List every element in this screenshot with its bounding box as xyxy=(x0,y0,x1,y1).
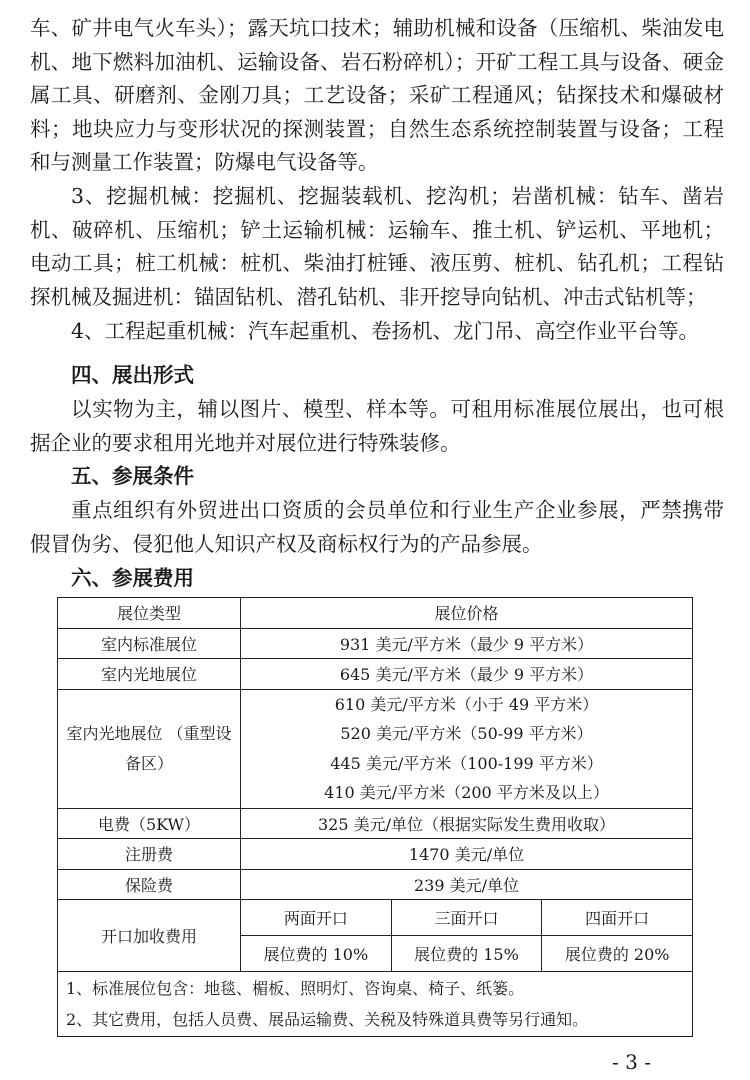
heading-participation-fees: 六、参展费用 xyxy=(71,566,194,590)
table-row xyxy=(58,689,693,808)
paragraph-excavation-machinery: 3、挖掘机械：挖掘机、挖掘装载机、挖沟机；岩凿机械：钻车、凿岩机、破碎机、压缩机；铲土运输机械：运输车、推土机、铲运机、平地机；电动工具；桩工机械：桩机、柴油打桩锤、液压剪、桩机、钻孔机；工程钻探机械及掘进机：锚固钻机、潜孔钻机、非开挖导向钻机、冲击式钻机等； xyxy=(30,184,724,309)
table-notes-row xyxy=(58,972,693,1037)
table-notes xyxy=(58,972,693,1037)
table-header-type: 展位类型 xyxy=(58,598,241,629)
note-item: 1、标准展位包含：地毯、楣板、照明灯、咨询桌、椅子、纸篓。 xyxy=(66,979,525,998)
row-price: 325 美元/单位（根据实际发生费用收取） xyxy=(241,808,693,839)
price-tier: 410 美元/平方米（200 平方米及以上） xyxy=(324,783,609,802)
table-header-price: 展位价格 xyxy=(241,598,693,629)
price-tier: 520 美元/平方米（50-99 平方米） xyxy=(340,724,593,743)
opening-value: 展位费的 20% xyxy=(542,936,693,972)
row-type: 室内光地展位 （重型设备区） xyxy=(58,689,241,808)
table-row xyxy=(58,628,693,659)
opening-label: 三面开口 xyxy=(391,900,542,936)
fee-table xyxy=(57,597,693,1037)
row-type: 室内标准展位 xyxy=(58,628,241,659)
note-item: 2、其它费用，包括人员费、展品运输费、关税及特殊道具费等另行通知。 xyxy=(66,1010,589,1029)
opening-label: 四面开口 xyxy=(542,900,693,936)
row-price: 645 美元/平方米（最少 9 平方米） xyxy=(241,659,693,690)
opening-value: 展位费的 10% xyxy=(241,936,392,972)
row-type: 注册费 xyxy=(58,839,241,870)
row-type: 开口加收费用 xyxy=(58,900,241,972)
table-row xyxy=(58,869,693,900)
opening-label: 两面开口 xyxy=(241,900,392,936)
row-type: 保险费 xyxy=(58,869,241,900)
row-type: 电费（5KW） xyxy=(58,808,241,839)
row-price: 239 美元/单位 xyxy=(241,869,693,900)
price-tier: 445 美元/平方米（100-199 平方米） xyxy=(330,753,603,773)
paragraph-exhibition-form: 以实物为主，辅以图片、模型、样本等。可租用标准展位展出，也可根据企业的要求租用光地并对展位进行特殊装修。 xyxy=(30,397,724,455)
price-tier: 610 美元/平方米（小于 49 平方米） xyxy=(334,694,599,714)
paragraph-participation-conditions: 重点组织有外贸进出口资质的会员单位和行业生产企业参展，严禁携带假冒伪劣、侵犯他人知识产权及商标权行为的产品参展。 xyxy=(30,498,724,556)
table-row xyxy=(58,659,693,690)
table-row xyxy=(58,900,693,936)
paragraph-lifting-machinery: 4、工程起重机械：汽车起重机、卷扬机、龙门吊、高空作业平台等。 xyxy=(71,319,700,343)
row-type: 室内光地展位 xyxy=(58,659,241,690)
row-price: 931 美元/平方米（最少 9 平方米） xyxy=(241,628,693,659)
row-price: 1470 美元/单位 xyxy=(241,839,693,870)
table-header-row xyxy=(58,598,693,629)
paragraph-mining-equipment: 车、矿井电气火车头）；露天坑口技术；辅助机械和设备（压缩机、柴油发电机、地下燃料加油机、运输设备、岩石粉碎机）；开矿工程工具与设备、硬金属工具、研磨剂、金刚刀具；工艺设备；采矿工程通风；钻探技术和爆破材料；地块应力与变形状况的探测装置；自然生态系统控制装置与设备；工程和与测量工作装置；防爆电气设备等。 xyxy=(30,16,724,174)
table-row xyxy=(58,839,693,870)
page-number: - 3 - xyxy=(612,1050,651,1074)
row-price-tiers xyxy=(241,689,693,808)
opening-value: 展位费的 15% xyxy=(391,936,542,972)
table-row xyxy=(58,808,693,839)
heading-exhibition-form: 四、展出形式 xyxy=(71,363,194,387)
heading-participation-conditions: 五、参展条件 xyxy=(71,464,194,488)
